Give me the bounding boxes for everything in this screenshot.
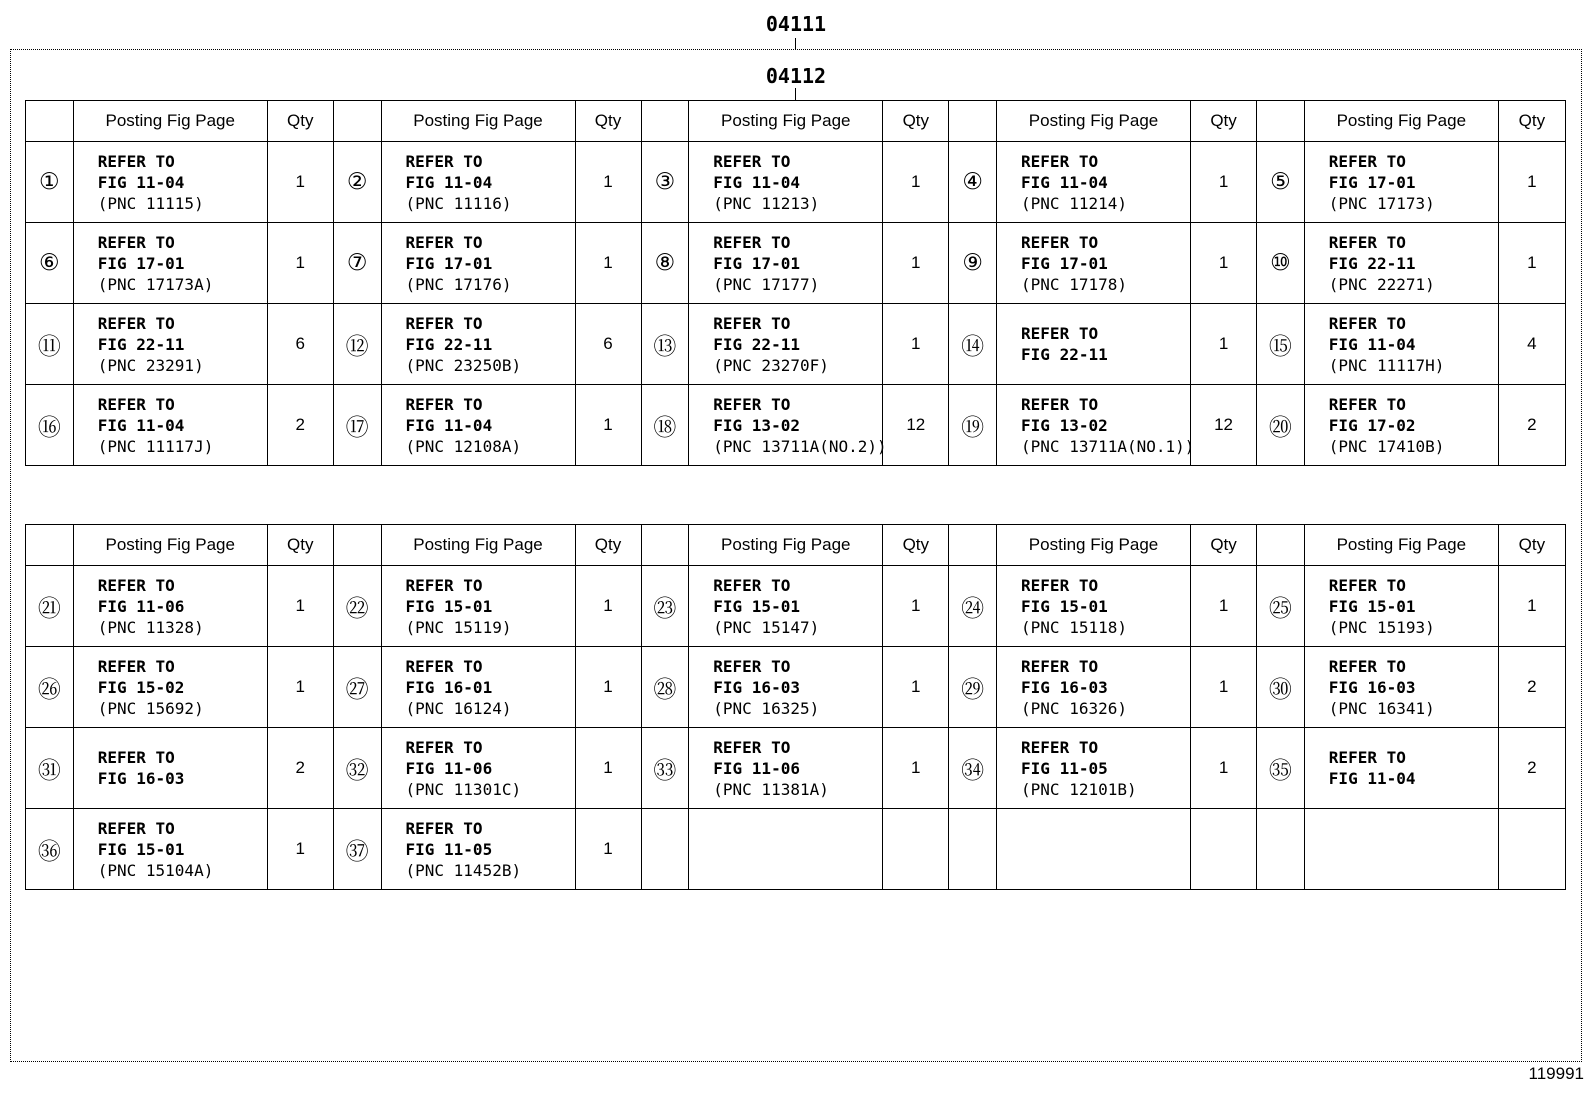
fig-page-ref: FIG 16-03 [1021,677,1108,697]
table-row [26,809,1566,890]
header-number-cell [333,525,381,566]
fig-page-ref: FIG 22-11 [1328,253,1416,273]
refer-to-label: REFER TO [97,818,175,838]
posting-reference [997,647,1191,728]
fig-page-ref: FIG 17-01 [1021,253,1108,273]
posting-reference [73,809,267,890]
item-number-badge: ⑩ [1257,223,1305,304]
pnc-ref: (PNC 12108A) [405,436,522,456]
refer-to-label: REFER TO [1021,232,1099,252]
item-number-badge: ⑰ [333,385,381,466]
refer-to-label: REFER TO [1328,748,1406,767]
item-number-badge [641,809,689,890]
item-number-badge: ⑭ [949,304,997,385]
reference-table-1 [25,100,1566,466]
posting-reference [1304,728,1498,809]
header-posting-fig-page: Posting Fig Page [73,525,267,566]
header-posting-fig-page: Posting Fig Page [689,525,883,566]
pnc-ref: (PNC 15118) [1021,617,1127,637]
header-qty: Qty [1498,101,1565,142]
posting-reference [1304,223,1498,304]
quantity-value: 1 [575,223,641,304]
header-number-cell [1257,101,1305,142]
fig-page-ref: FIG 13-02 [1021,415,1108,435]
posting-reference [689,385,887,466]
quantity-value: 1 [1498,142,1565,223]
fig-page-ref: FIG 11-06 [97,596,185,616]
posting-reference [689,223,883,304]
refer-to-label: REFER TO [713,151,791,171]
posting-reference [73,566,267,647]
assembly-code-04111: 04111 [765,12,827,36]
item-number-badge: ㉝ [641,728,689,809]
refer-to-label: REFER TO [1328,394,1406,414]
item-number-badge: ㉔ [949,566,997,647]
item-number-badge: ㊱ [26,809,74,890]
quantity-value: 1 [883,728,949,809]
posting-reference [689,647,883,728]
quantity-value: 1 [267,809,333,890]
header-posting-fig-page: Posting Fig Page [689,101,883,142]
fig-page-ref: FIG 11-04 [405,415,493,435]
refer-to-label: REFER TO [405,737,483,757]
header-posting-fig-page: Posting Fig Page [997,101,1191,142]
posting-reference [381,304,575,385]
posting-reference [997,566,1191,647]
posting-reference [73,728,267,809]
pnc-ref: (PNC 16326) [1021,698,1127,718]
posting-reference [381,142,575,223]
pnc-ref: (PNC 22271) [1328,274,1435,294]
posting-reference [73,142,267,223]
pnc-ref: (PNC 12101B) [1021,779,1137,799]
fig-page-ref: FIG 11-05 [1021,758,1108,778]
refer-to-label: REFER TO [97,313,175,333]
table-row [26,647,1566,728]
fig-page-ref: FIG 15-01 [1328,596,1416,616]
posting-reference [73,223,267,304]
refer-to-label: REFER TO [97,748,175,767]
pnc-ref: (PNC 11452B) [405,860,522,880]
pnc-ref: (PNC 15147) [713,617,820,637]
item-number-badge: ⑱ [641,385,689,466]
refer-to-label: REFER TO [713,575,791,595]
fig-page-ref: FIG 15-01 [97,839,185,859]
pnc-ref: (PNC 15119) [405,617,512,637]
refer-to-label: REFER TO [1021,324,1099,343]
refer-to-label: REFER TO [1328,656,1406,676]
item-number-badge: ㉘ [641,647,689,728]
header-qty: Qty [1191,525,1257,566]
quantity-value: 1 [1191,223,1257,304]
header-qty: Qty [575,101,641,142]
quantity-value: 2 [267,728,333,809]
quantity-value: 1 [575,142,641,223]
posting-reference [689,566,883,647]
posting-reference [1304,566,1498,647]
pnc-ref: (PNC 13711A(NO.1)) [1021,436,1195,456]
refer-to-label: REFER TO [1021,151,1099,171]
header-qty: Qty [1191,101,1257,142]
fig-page-ref: FIG 16-03 [97,769,185,788]
item-number-badge: ④ [949,142,997,223]
refer-to-label: REFER TO [405,151,483,171]
fig-page-ref: FIG 13-02 [713,415,800,435]
fig-page-ref: FIG 17-02 [1328,415,1416,435]
refer-to-label: REFER TO [405,575,483,595]
refer-to-label: REFER TO [405,232,483,252]
header-posting-fig-page: Posting Fig Page [381,525,575,566]
pnc-ref: (PNC 11214) [1021,193,1127,213]
fig-page-ref: FIG 22-11 [97,334,185,354]
refer-to-label: REFER TO [97,575,175,595]
pnc-ref: (PNC 13711A(NO.2)) [713,436,887,456]
posting-reference [689,304,883,385]
posting-reference [73,304,267,385]
table-row [26,728,1566,809]
quantity-value: 1 [1191,728,1257,809]
item-number-badge: ㉒ [333,566,381,647]
refer-to-label: REFER TO [405,394,483,414]
pnc-ref: (PNC 17410B) [1328,436,1445,456]
quantity-value: 1 [883,566,949,647]
pnc-ref: (PNC 16325) [713,698,820,718]
quantity-value: 2 [1498,385,1565,466]
item-number-badge: ㉚ [1257,647,1305,728]
quantity-value: 1 [267,566,333,647]
item-number-badge: ㉙ [949,647,997,728]
quantity-value: 1 [267,223,333,304]
fig-page-ref: FIG 17-01 [713,253,800,273]
pnc-ref: (PNC 17173) [1328,193,1435,213]
pnc-ref: (PNC 15692) [97,698,204,718]
item-number-badge: ⑨ [949,223,997,304]
posting-reference [381,566,575,647]
pnc-ref: (PNC 16124) [405,698,512,718]
table-row [26,304,1566,385]
fig-page-ref: FIG 11-05 [405,839,493,859]
pnc-ref: (PNC 11117J) [97,436,214,456]
quantity-value [883,809,949,890]
refer-to-label: REFER TO [713,394,791,414]
item-number-badge: ⑧ [641,223,689,304]
header-row [26,525,1566,566]
item-number-badge: ㉕ [1257,566,1305,647]
pnc-ref: (PNC 16341) [1328,698,1435,718]
header-number-cell [949,525,997,566]
refer-to-label: REFER TO [97,394,175,414]
header-number-cell [641,525,689,566]
quantity-value: 1 [883,142,949,223]
assembly-code-04112: 04112 [765,64,827,88]
item-number-badge: ㉟ [1257,728,1305,809]
item-number-badge: ㉑ [26,566,74,647]
item-number-badge: ㉖ [26,647,74,728]
item-number-badge: ⑮ [1257,304,1305,385]
fig-page-ref: FIG 11-04 [1328,334,1416,354]
pnc-ref: (PNC 11115) [97,193,204,213]
posting-reference [689,809,883,890]
item-number-badge: ㉓ [641,566,689,647]
quantity-value: 1 [575,647,641,728]
quantity-value: 1 [575,728,641,809]
pnc-ref: (PNC 23291) [97,355,204,375]
fig-page-ref: FIG 11-04 [97,415,185,435]
illustration-number: 119991 [1528,1064,1584,1083]
quantity-value: 1 [883,304,949,385]
quantity-value: 1 [883,647,949,728]
quantity-value [1191,809,1257,890]
refer-to-label: REFER TO [1328,232,1406,252]
pnc-ref: (PNC 17176) [405,274,512,294]
header-number-cell [641,101,689,142]
quantity-value: 1 [1498,566,1565,647]
fig-page-ref: FIG 11-04 [97,172,185,192]
header-posting-fig-page: Posting Fig Page [997,525,1191,566]
pnc-ref: (PNC 17177) [713,274,820,294]
posting-reference [689,728,883,809]
fig-page-ref: FIG 11-04 [405,172,493,192]
header-number-cell [333,101,381,142]
fig-page-ref: FIG 11-04 [1021,172,1108,192]
pnc-ref: (PNC 17178) [1021,274,1127,294]
refer-to-label: REFER TO [1021,394,1099,414]
fig-page-ref: FIG 17-01 [1328,172,1416,192]
header-number-cell [1257,525,1305,566]
refer-to-label: REFER TO [1021,656,1099,676]
refer-to-label: REFER TO [713,232,791,252]
posting-reference [73,647,267,728]
quantity-value: 1 [575,809,641,890]
pnc-ref: (PNC 15193) [1328,617,1435,637]
header-number-cell [949,101,997,142]
quantity-value: 1 [267,142,333,223]
pnc-ref: (PNC 23250B) [405,355,522,375]
quantity-value: 1 [883,223,949,304]
pnc-ref: (PNC 15104A) [97,860,214,880]
posting-reference [1304,385,1498,466]
refer-to-label: REFER TO [405,656,483,676]
refer-to-label: REFER TO [405,818,483,838]
header-qty: Qty [883,101,949,142]
fig-page-ref: FIG 15-02 [97,677,185,697]
item-number-badge: ① [26,142,74,223]
pnc-ref: (PNC 11381A) [713,779,829,799]
fig-page-ref: FIG 15-01 [1021,596,1108,616]
quantity-value: 1 [1498,223,1565,304]
quantity-value: 1 [575,566,641,647]
header-row [26,101,1566,142]
item-number-badge: ㉛ [26,728,74,809]
posting-reference [997,809,1191,890]
fig-page-ref: FIG 22-11 [713,334,800,354]
refer-to-label: REFER TO [1021,737,1099,757]
posting-reference [381,647,575,728]
header-number-cell [26,101,74,142]
header-qty: Qty [267,525,333,566]
refer-to-label: REFER TO [1328,151,1406,171]
posting-reference [1304,647,1498,728]
posting-reference [689,142,883,223]
fig-page-ref: FIG 15-01 [405,596,493,616]
refer-to-label: REFER TO [97,656,175,676]
fig-page-ref: FIG 11-04 [713,172,800,192]
item-number-badge: ⑯ [26,385,74,466]
item-number-badge: ㉞ [949,728,997,809]
table-2-body [26,566,1566,890]
item-number-badge: ㉗ [333,647,381,728]
quantity-value: 2 [1498,647,1565,728]
posting-reference [1304,809,1498,890]
pnc-ref: (PNC 11301C) [405,779,522,799]
quantity-value: 12 [883,385,949,466]
item-number-badge [949,809,997,890]
item-number-badge: ㊲ [333,809,381,890]
quantity-value: 1 [1191,566,1257,647]
posting-reference [381,223,575,304]
fig-page-ref: FIG 17-01 [405,253,493,273]
posting-reference [997,728,1191,809]
quantity-value: 12 [1191,385,1257,466]
refer-to-label: REFER TO [713,737,791,757]
reference-table-2 [25,524,1566,890]
fig-page-ref: FIG 15-01 [713,596,800,616]
table-row [26,223,1566,304]
quantity-value: 1 [1191,142,1257,223]
item-number-badge: ③ [641,142,689,223]
table-row [26,566,1566,647]
posting-reference [1304,142,1498,223]
item-number-badge: ⑬ [641,304,689,385]
refer-to-label: REFER TO [1328,575,1406,595]
posting-reference [381,728,575,809]
quantity-value [1498,809,1565,890]
pnc-ref: (PNC 11117H) [1328,355,1445,375]
quantity-value: 4 [1498,304,1565,385]
item-number-badge: ⑦ [333,223,381,304]
fig-page-ref: FIG 11-04 [1328,769,1416,788]
table-1-body [26,142,1566,466]
header-qty: Qty [575,525,641,566]
pnc-ref: (PNC 11213) [713,193,820,213]
fig-page-ref: FIG 11-06 [405,758,493,778]
quantity-value: 1 [267,647,333,728]
fig-page-ref: FIG 11-06 [713,758,800,778]
table-row [26,142,1566,223]
header-qty: Qty [1498,525,1565,566]
fig-page-ref: FIG 16-03 [713,677,800,697]
item-number-badge: ⑳ [1257,385,1305,466]
header-posting-fig-page: Posting Fig Page [73,101,267,142]
table-row [26,385,1566,466]
fig-page-ref: FIG 17-01 [97,253,185,273]
pnc-ref: (PNC 23270F) [713,355,829,375]
quantity-value: 1 [1191,304,1257,385]
item-number-badge: ⑲ [949,385,997,466]
item-number-badge: ⑫ [333,304,381,385]
posting-reference [73,385,267,466]
fig-page-ref: FIG 16-01 [405,677,493,697]
pnc-ref: (PNC 11116) [405,193,512,213]
posting-reference [381,809,575,890]
header-number-cell [26,525,74,566]
header-qty: Qty [267,101,333,142]
pnc-ref: (PNC 11328) [97,617,204,637]
item-number-badge: ② [333,142,381,223]
pnc-ref: (PNC 17173A) [97,274,214,294]
refer-to-label: REFER TO [1328,313,1406,333]
quantity-value: 2 [267,385,333,466]
item-number-badge: ⑥ [26,223,74,304]
fig-page-ref: FIG 22-11 [1021,345,1108,364]
header-posting-fig-page: Posting Fig Page [381,101,575,142]
refer-to-label: REFER TO [713,656,791,676]
refer-to-label: REFER TO [405,313,483,333]
quantity-value: 6 [267,304,333,385]
refer-to-label: REFER TO [97,232,175,252]
refer-to-label: REFER TO [1021,575,1099,595]
posting-reference [997,385,1195,466]
refer-to-label: REFER TO [97,151,175,171]
item-number-badge [1257,809,1305,890]
fig-page-ref: FIG 16-03 [1328,677,1416,697]
fig-page-ref: FIG 22-11 [405,334,493,354]
item-number-badge: ⑪ [26,304,74,385]
header-posting-fig-page: Posting Fig Page [1304,525,1498,566]
quantity-value: 1 [575,385,641,466]
posting-reference [381,385,575,466]
item-number-badge: ⑤ [1257,142,1305,223]
quantity-value: 2 [1498,728,1565,809]
refer-to-label: REFER TO [713,313,791,333]
quantity-value: 1 [1191,647,1257,728]
header-qty: Qty [883,525,949,566]
item-number-badge: ㉜ [333,728,381,809]
quantity-value: 6 [575,304,641,385]
posting-reference [1304,304,1498,385]
posting-reference [997,304,1191,385]
posting-reference [997,223,1191,304]
header-posting-fig-page: Posting Fig Page [1304,101,1498,142]
posting-reference [997,142,1191,223]
